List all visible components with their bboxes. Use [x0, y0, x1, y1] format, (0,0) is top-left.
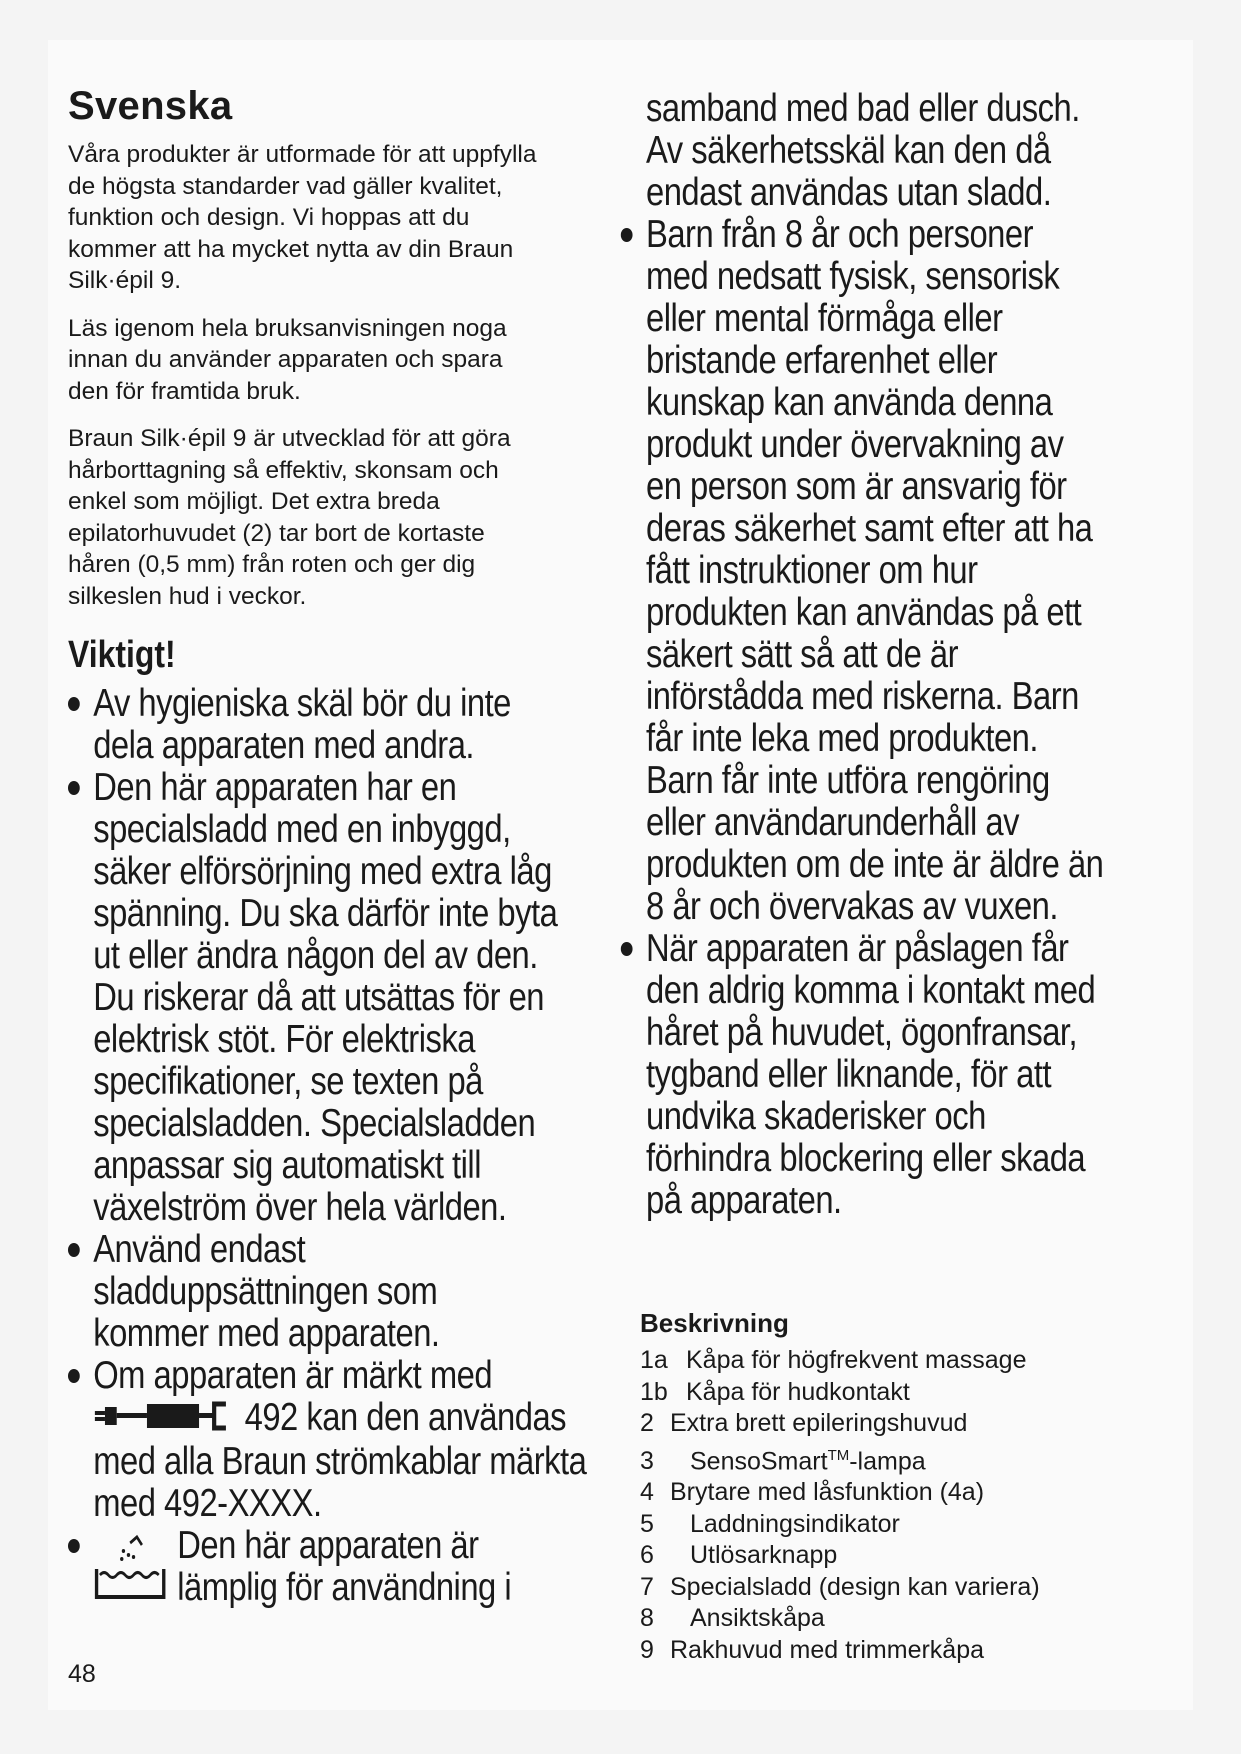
bullet	[68, 1369, 80, 1383]
warning-item: Den här apparaten har en specialsladd med en inbyggd, säker elförsörjning med extra låg spänning. Du ska därför inte byta ut eller ändra någon del av den. Du riskerar då att utsättas för en elektrisk stöt. För elektriska specifikationer, se texten på specialsladden. Specialsladden anpassar sig automatiskt till växelström över hela världen.	[68, 767, 608, 1229]
bath-warning-start: Den här apparaten är lämplig för användning i	[177, 1524, 512, 1610]
bullet	[68, 1539, 80, 1553]
language-heading: Svenska	[68, 84, 233, 128]
bullet	[68, 697, 80, 711]
left-column	[68, 84, 608, 1610]
list-item: 1a Kåpa för högfrekvent massage	[640, 1346, 1027, 1374]
list-item: 5 Laddningsindikator	[640, 1509, 900, 1538]
bullet	[68, 1243, 80, 1257]
intro	[68, 139, 608, 612]
list-item: 2 Extra brett epileringshuvud	[640, 1409, 968, 1437]
list-item: 3 SensoSmart™-lampa	[640, 1446, 926, 1475]
description-section	[640, 1308, 1200, 1666]
warnings-left	[68, 683, 608, 1610]
description-list	[640, 1345, 1200, 1666]
bath-warning-continued: samband med bad eller dusch. Av säkerhetsskäl kan den då endast användas utan sladd.	[646, 87, 1080, 214]
bullet	[621, 942, 633, 956]
warning-item: Om apparaten är märkt med 492 kan den användas med alla Braun strömkablar märkta med 492-XXXX.	[68, 1355, 608, 1525]
intro-paragraph-1: Våra produkter är utformade för att uppfylla de högsta standarder vad gäller kvalitet, funktion och design. Vi hoppas att du kommer att ha mycket nytta av din Braun Silk·épil 9.	[68, 141, 537, 294]
bath-shower-icon	[93, 1533, 167, 1610]
right-column	[646, 88, 1186, 1222]
warning-item: Barn från 8 år och personer med nedsatt fysisk, sensorisk eller mental förmåga eller bristande erfarenhet eller kunskap kan använda denna produkt under övervakning av en person som är ansvarig för deras säkerhet samt efter att ha fått instruktioner om hur produkten kan användas på ett säkert sätt så att de är införstådda med riskerna. Barn får inte leka med produkten. Barn får inte utföra rengöring eller användarunderhåll av produkten om de inte är äldre än 8 år och övervakas av vuxen.	[621, 214, 1186, 928]
description-heading: Beskrivning	[640, 1308, 789, 1338]
warning-item: Av hygieniska skäl bör du inte dela apparaten med andra.	[68, 683, 608, 767]
intro-paragraph-2: Läs igenom hela bruksanvisningen noga innan du använder apparaten och spara den för framtida bruk.	[68, 314, 507, 405]
warning-item	[68, 1525, 608, 1610]
list-item: 6 Utlösarknapp	[640, 1541, 838, 1570]
bullet	[68, 781, 80, 795]
warning-item: Använd endast sladduppsättningen som kommer med apparaten.	[68, 1229, 608, 1355]
list-item: 1b Kåpa för hudkontakt	[640, 1377, 910, 1406]
list-item: 4 Brytare med låsfunktion (4a)	[640, 1478, 985, 1507]
list-item: 8 Ansiktskåpa	[640, 1604, 825, 1633]
list-item: 9 Rakhuvud med trimmerkåpa	[640, 1635, 985, 1664]
warning-item: När apparaten är påslagen får den aldrig komma i kontakt med håret på huvudet, ögonfransar, tygband eller liknande, för att undvika skaderisker och förhindra blockering eller skada på apparaten.	[621, 928, 1186, 1222]
warnings-right	[646, 88, 1186, 1222]
important-heading: Viktigt!	[68, 634, 176, 676]
intro-paragraph-3: Braun Silk·épil 9 är utvecklad för att göra hårborttagning så effektiv, skonsam och enkel som möjligt. Det extra breda epilatorhuvudet (2) tar bort de kortaste håren (0,5 mm) från roten och ger dig silkeslen hud i veckor.	[68, 425, 511, 610]
page-number: 48	[68, 1660, 96, 1688]
plug-cord-icon	[93, 1398, 236, 1441]
list-item: 7 Specialsladd (design kan variera)	[640, 1572, 1040, 1601]
bullet	[621, 228, 633, 242]
